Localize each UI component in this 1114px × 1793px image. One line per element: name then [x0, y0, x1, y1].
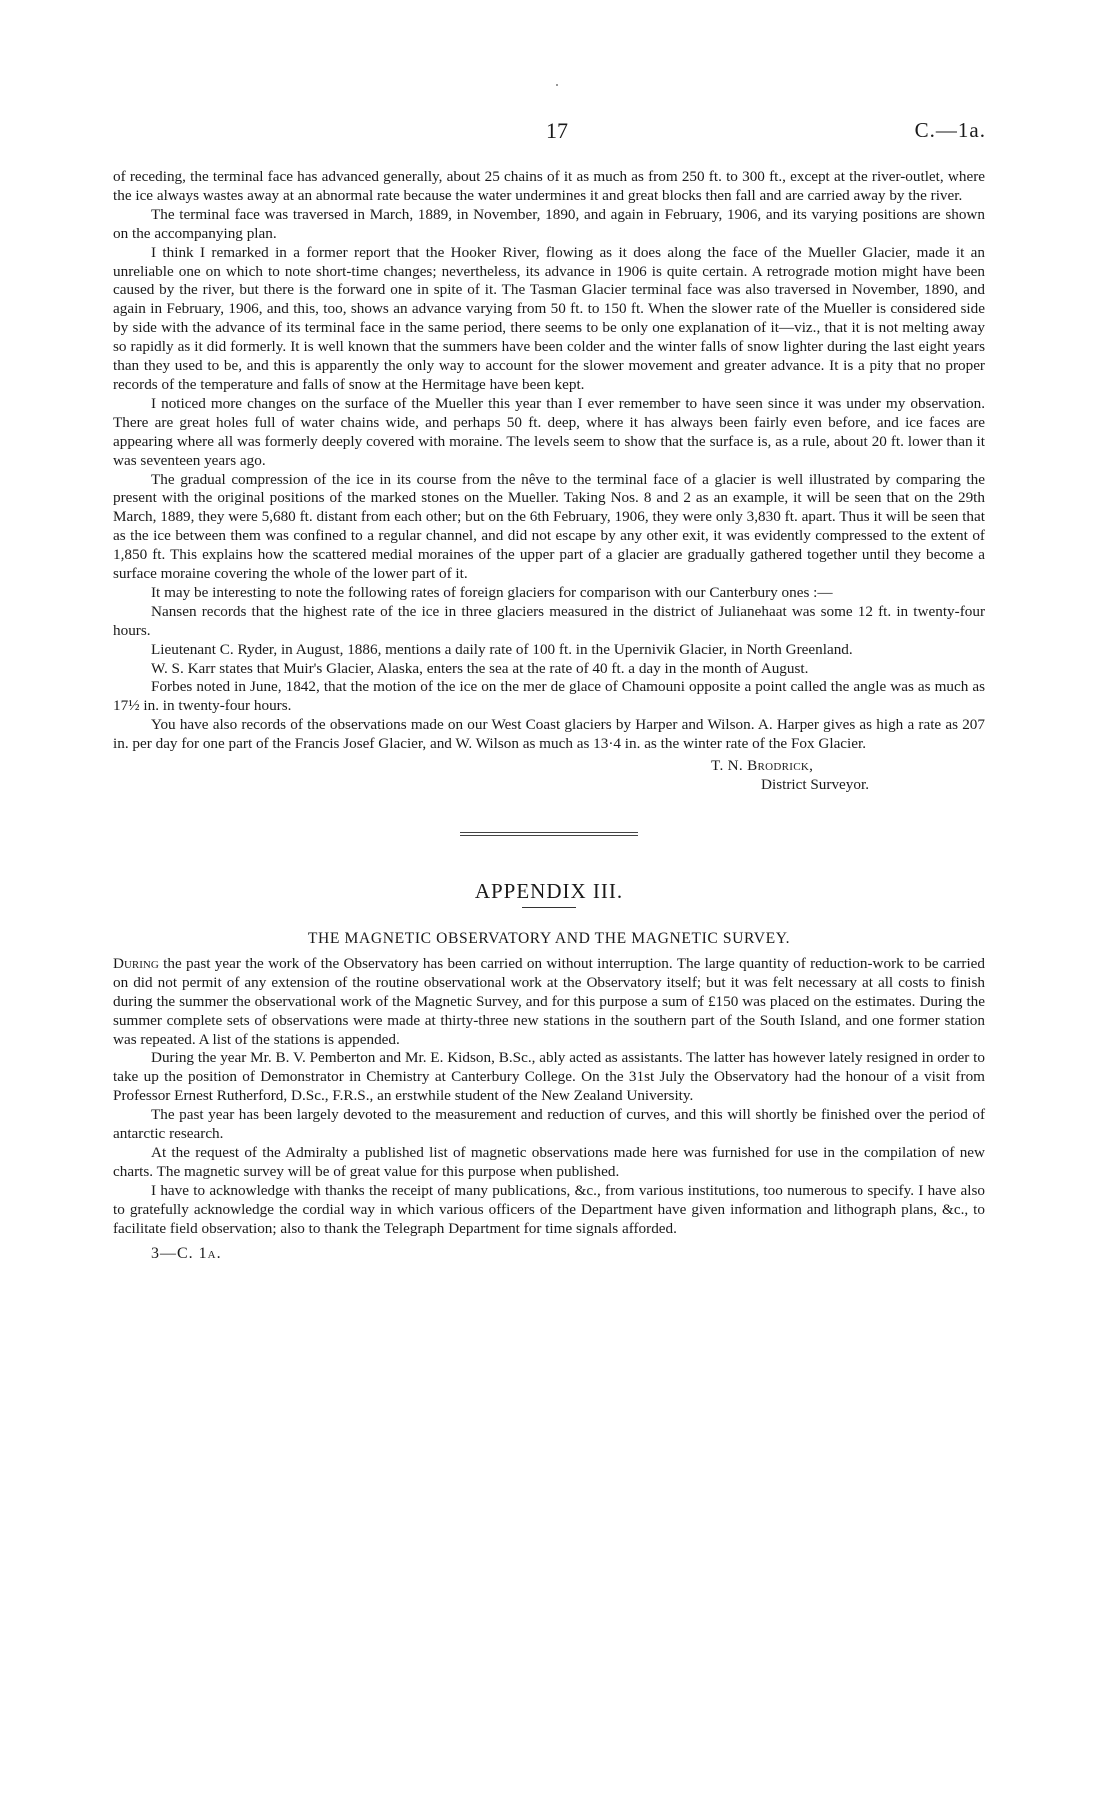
section-divider — [460, 832, 638, 836]
paragraph: W. S. Karr states that Muir's Glacier, Alaska, enters the sea at the rate of 40 ft. a day in the month of August. — [151, 659, 809, 677]
appendix-title: APPENDIX III. — [474, 879, 624, 904]
paragraph: I have to acknowledge with thanks the receipt of many publications, &c., from various institutions, too numerous to specify. I have also to gratefully acknowledge the cordial way in which various officers of the Department have given information and lithograph plans, &c., to facilitate field observation; also to thank the Telegraph Department for time signals afforded. — [113, 1181, 985, 1237]
paragraph: The terminal face was traversed in March, 1889, in November, 1890, and again in February, 1906, and its varying positions are shown on the accompanying plan. — [113, 205, 985, 242]
lead-word: During — [113, 954, 159, 972]
paragraph: During the year Mr. B. V. Pemberton and Mr. E. Kidson, B.Sc., ably acted as assistants. The latter has however lately resigned in order to take up the position of Demonstrator in Chemistry at Canterbury College. On the 31st July the Observatory had the honour of a visit from Professor Ernest Rutherford, D.Sc., F.R.S., an erstwhile student of the New Zealand University. — [113, 1049, 985, 1105]
document-code: C.—1a. — [914, 118, 986, 142]
page-body — [113, 168, 985, 1263]
paragraph: I think I remarked in a former report that the Hooker River, flowing as it does along the face of the Mueller Glacier, made it an unreliable one on which to note short-time changes; nevertheless, its advance in 1906 is quite certain. A retrograde motion might have been caused by the river, but there is the forward one in spite of it. The Tasman Glacier terminal face was also traversed in November, 1890, and again in February, 1906, and this, too, shows an advance varying from 50 ft. to 150 ft. When the slower rate of the Mueller is considered side by side with the advance of its terminal face in the same period, there seems to be only one explanation of it—viz., that it is not melting away so rapidly as it did formerly. It is well known that the summers have been colder and the winter falls of snow lighter during the last eight years than they used to be, and this is apparently the only way to account for the slower movement and greater advance. It is a pity that no proper records of the temperature and falls of snow at the Hermitage have been kept. — [113, 243, 985, 393]
page-number: 17 — [546, 118, 568, 143]
paragraph: Forbes noted in June, 1842, that the motion of the ice on the mer de glace of Chamouni opposite a point called the angle was as much as 17½ in. in twenty-four hours. — [113, 678, 985, 715]
signature-mark: 3—C. 1a. — [151, 1244, 222, 1262]
paragraph: You have also records of the observations made on our West Coast glaciers by Harper and Wilson. A. Harper gives as high a rate as 207 in. per day for one part of the Francis Josef Glacier, and W. Wilson as much as 13·4 in. as the winter rate of the Fox Glacier. — [113, 716, 985, 753]
signatory-title: District Surveyor. — [761, 776, 869, 794]
paragraph: Lieutenant C. Ryder, in August, 1886, mentions a daily rate of 100 ft. in the Upernivik Glacier, in North Greenland. — [151, 640, 853, 658]
page-header — [0, 118, 1114, 148]
signature-block — [113, 756, 985, 794]
paragraph: At the request of the Admiralty a published list of magnetic observations made here was furnished for use in the compilation of new charts. The magnetic survey will be of great value for this purpose when published. — [113, 1143, 985, 1180]
paragraph: The gradual compression of the ice in its course from the nêve to the terminal face of a glacier is well illustrated by comparing the present with the original positions of the marked stones on the Mueller. Taking Nos. 8 and 2 as an example, it will be seen that on the 29th March, 1889, they were 5,680 ft. distant from each other; but on the 6th February, 1906, they were only 3,830 ft. apart. Thus it will be seen that as the ice between them was confined to a regular channel, and did not escape by any other exit, it was evidently compressed to the extent of 1,850 ft. This explains how the scattered medial moraines of the upper part of a glacier are gradually gathered together until they become a surface moraine covering the whole of the lower part of it. — [113, 470, 985, 583]
signatory-name: T. N. Brodrick, — [711, 757, 814, 775]
page-speck — [556, 84, 558, 86]
section-title: THE MAGNETIC OBSERVATORY AND THE MAGNETIC SURVEY. — [307, 930, 791, 947]
paragraph — [113, 955, 985, 1050]
paragraph: It may be interesting to note the following rates of foreign glaciers for comparison with our Canterbury ones :— — [151, 583, 833, 601]
title-underline — [522, 907, 576, 908]
paragraph: I noticed more changes on the surface of the Mueller this year than I ever remember to have seen since it was under my observation. There are great holes full of water chains wide, and perhaps 50 ft. deep, where it has always been fairly even before, and ice faces are appearing where all was formerly deeply covered with moraine. The levels seem to show that the surface is, as a rule, about 20 ft. lower than it was seventeen years ago. — [113, 394, 985, 469]
paragraph: Nansen records that the highest rate of the ice in three glaciers measured in the district of Julianehaat was some 12 ft. in twenty-four hours. — [113, 602, 985, 639]
paragraph-text: the past year the work of the Observatory has been carried on without interruption. The large quantity of reduction-work to be carried on did not permit of any extension of the routine observational work at the Observatory itself; but it was felt necessary at all costs to finish during the summer the observational work of the Magnetic Survey, and for this purpose a sum of £150 was placed on the estimates. During the summer complete sets of observations were made at thirty-three new stations in the southern part of the South Island, and one former station was repeated. A list of the stations is appended. — [113, 954, 985, 1048]
paragraph: The past year has been largely devoted to the measurement and reduction of curves, and this will shortly be finished over the period of antarctic research. — [113, 1106, 985, 1143]
paragraph: of receding, the terminal face has advanced generally, about 25 chains of it as much as from 250 ft. to 300 ft., except at the river-outlet, where the ice always wastes away at an abnormal rate because the water undermines it and great blocks then fall and are carried away by the river. — [113, 168, 985, 204]
